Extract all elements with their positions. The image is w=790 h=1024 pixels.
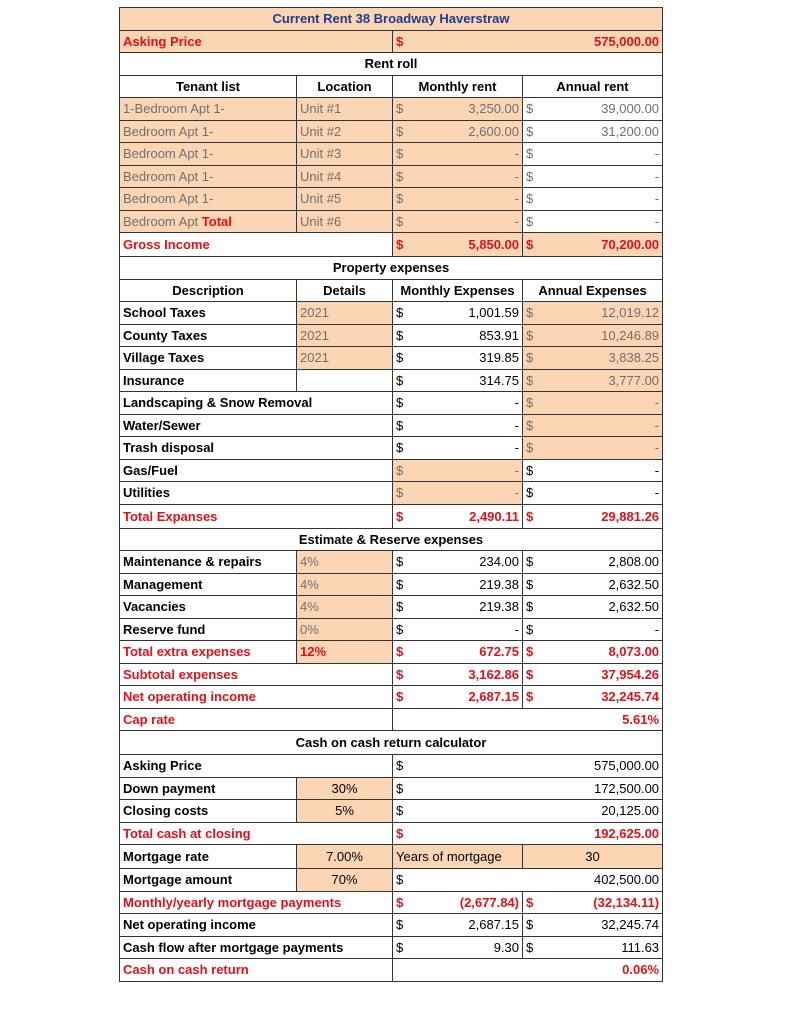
reserve-expense-rows: [120, 551, 663, 641]
reserve-annual-value: -: [654, 621, 660, 637]
cash-noi-annual: 32,245.74: [601, 917, 660, 933]
currency-sign: $: [396, 33, 404, 49]
mortgage-payments-monthly: (2,677.84): [459, 894, 519, 910]
monthly-expense-value: -: [514, 440, 519, 456]
expense-row: Gas/Fuel $ - $ -: [120, 459, 663, 482]
monthly-expense-value: 853.91: [479, 327, 519, 343]
mortgage-rate-label: Mortgage rate: [120, 845, 297, 869]
expense-row: Insurance $ 314.75 $ 3,777.00: [120, 369, 663, 392]
total-cash-closing-value: 192,625.00: [593, 825, 660, 841]
annual-rent-value: -: [654, 191, 660, 207]
cash-noi-label: Net operating income: [120, 914, 393, 937]
annual-expense-value: -: [654, 485, 660, 501]
reserve-row: Reserve fund 0% $ - $ -: [120, 618, 663, 641]
asking-price-value: 575,000.00: [593, 33, 660, 49]
total-cash-closing-label: Total cash at closing: [120, 822, 393, 845]
expense-description: Water/Sewer: [123, 417, 201, 433]
annual-expense-value: 10,246.89: [601, 327, 660, 343]
noi-annual: 32,245.74: [601, 689, 660, 705]
annual-expense-value: 3,777.00: [608, 372, 660, 388]
total-expenses-label: Total Expanses: [120, 504, 393, 528]
sheet-title: Current Rent 38 Broadway Haverstraw: [120, 8, 663, 31]
reserve-description: Vacancies: [123, 599, 186, 615]
monthly-rent-value: -: [514, 213, 519, 229]
mortgage-amount-pct[interactable]: 70%: [297, 869, 393, 892]
monthly-expense-value: 314.75: [479, 372, 519, 388]
monthly-expense-value: 1,001.59: [468, 305, 519, 321]
tenant-total-label: Total: [201, 213, 232, 229]
reserve-pct[interactable]: 0%: [300, 621, 319, 637]
reserve-annual-value: 2,808.00: [608, 554, 660, 570]
noi-monthly: 2,687.15: [468, 689, 519, 705]
monthly-rent-value: -: [514, 191, 519, 207]
down-payment-pct[interactable]: 30%: [297, 777, 393, 800]
annual-rent-value: 39,000.00: [601, 101, 660, 117]
noi-label: Net operating income: [120, 686, 393, 709]
reserve-row: Maintenance & repairs 4% $ 234.00 $ 2,808.00: [120, 551, 663, 574]
total-extra-pct: 12%: [297, 641, 393, 664]
years-of-mortgage-value[interactable]: 30: [523, 845, 663, 869]
mortgage-payments-annual: (32,134.11): [593, 894, 660, 910]
rent-roll-rows: [120, 98, 663, 233]
rent-roll-title: Rent roll: [120, 53, 663, 76]
rent-row: Bedroom Apt 1- Unit #3 $ - $ -: [120, 143, 663, 166]
expense-description: School Taxes: [123, 305, 206, 321]
expense-row: Water/Sewer $ - $ -: [120, 414, 663, 437]
cash-on-cash-value: 0.06%: [393, 959, 663, 982]
reserve-row: Management 4% $ 219.38 $ 2,632.50: [120, 573, 663, 596]
annual-expense-value: 12,019.12: [601, 305, 660, 321]
cash-calculator-title: Cash on cash return calculator: [120, 731, 663, 755]
subtotal-expenses-label: Subtotal expenses: [120, 663, 393, 686]
reserve-description: Maintenance & repairs: [123, 554, 262, 570]
expense-description: Gas/Fuel: [123, 462, 178, 478]
cap-rate-value: 5.61%: [393, 708, 663, 731]
annual-rent-value: -: [654, 213, 660, 229]
gross-income-monthly: 5,850.00: [468, 237, 519, 252]
col-header-annual-rent: Annual rent: [523, 75, 663, 98]
tenant-name: Bedroom Apt 1-: [123, 168, 214, 184]
col-header-monthly-expenses: Monthly Expenses: [393, 279, 523, 302]
unit-location: Unit #1: [300, 101, 342, 117]
tenant-name: Bedroom Apt 1-: [123, 123, 214, 139]
reserve-pct[interactable]: 4%: [300, 576, 319, 592]
annual-expense-value: -: [654, 462, 660, 478]
expense-description: Trash disposal: [123, 440, 215, 456]
monthly-rent-value: 2,600.00: [468, 123, 519, 139]
gross-income-label: Gross Income: [120, 233, 393, 257]
reserve-monthly-value: 219.38: [479, 576, 519, 592]
expense-description: Insurance: [123, 372, 185, 388]
annual-expense-value: -: [654, 417, 660, 433]
rent-row: Bedroom Apt Total Unit #6 $ - $ -: [120, 210, 663, 233]
expense-description: Utilities: [123, 485, 170, 501]
annual-expense-value: -: [654, 440, 660, 456]
col-header-tenant: Tenant list: [120, 75, 297, 98]
col-header-monthly-rent: Monthly rent: [393, 75, 523, 98]
cash-on-cash-label: Cash on cash return: [120, 959, 393, 982]
total-extra-label: Total extra expenses: [120, 641, 297, 664]
expense-details: 2021: [300, 350, 329, 366]
monthly-expense-value: 319.85: [479, 350, 519, 366]
expense-row: Utilities $ - $ -: [120, 482, 663, 505]
monthly-expense-value: -: [514, 417, 519, 433]
annual-rent-value: 31,200.00: [601, 123, 660, 139]
tenant-name: Bedroom Apt 1-: [123, 146, 214, 162]
reserve-monthly-value: -: [514, 621, 519, 637]
monthly-expense-value: -: [514, 462, 519, 478]
rent-row: 1-Bedroom Apt 1- Unit #1 $ 3,250.00 $ 39,000.00: [120, 98, 663, 121]
reserve-pct[interactable]: 4%: [300, 599, 319, 615]
reserve-expenses-title: Estimate & Reserve expenses: [120, 528, 663, 551]
tenant-name: 1-Bedroom Apt 1-: [123, 101, 225, 117]
rent-row: Bedroom Apt 1- Unit #4 $ - $ -: [120, 165, 663, 188]
unit-location: Unit #6: [300, 213, 342, 229]
col-header-location: Location: [297, 75, 393, 98]
monthly-rent-value: -: [514, 146, 519, 162]
expense-description: Landscaping & Snow Removal: [123, 395, 313, 411]
annual-expense-value: 3,838.25: [608, 350, 660, 366]
subtotal-expenses-monthly: 3,162.86: [468, 666, 519, 682]
cash-flow-monthly: 9.30: [493, 939, 519, 955]
expense-details: 2021: [300, 327, 329, 343]
asking-price-label: Asking Price: [120, 30, 393, 53]
monthly-expense-value: -: [514, 395, 519, 411]
cap-rate-label: Cap rate: [120, 708, 393, 731]
mortgage-amount-value: 402,500.00: [593, 872, 660, 888]
expense-description: Village Taxes: [123, 350, 205, 366]
gross-income-annual: 70,200.00: [601, 237, 660, 252]
reserve-monthly-value: 219.38: [479, 599, 519, 615]
tenant-name: Bedroom Apt 1-: [123, 191, 214, 207]
col-header-annual-expenses: Annual Expenses: [523, 279, 663, 302]
reserve-pct[interactable]: 4%: [300, 554, 319, 570]
expense-row: School Taxes 2021 $ 1,001.59 $ 12,019.12: [120, 302, 663, 325]
tenant-name: Bedroom Apt: [123, 213, 202, 229]
annual-expense-value: -: [654, 395, 660, 411]
expense-row: Landscaping & Snow Removal $ - $ -: [120, 392, 663, 415]
cash-flow-annual: 111.63: [621, 939, 660, 955]
rent-row: Bedroom Apt 1- Unit #2 $ 2,600.00 $ 31,200.00: [120, 120, 663, 143]
col-header-details: Details: [297, 279, 393, 302]
annual-rent-value: -: [654, 146, 660, 162]
annual-rent-value: -: [654, 168, 660, 184]
reserve-annual-value: 2,632.50: [608, 599, 660, 615]
property-expense-rows: [120, 302, 663, 505]
expense-details: 2021: [300, 305, 329, 321]
reserve-row: Vacancies 4% $ 219.38 $ 2,632.50: [120, 596, 663, 619]
expense-row: County Taxes 2021 $ 853.91 $ 10,246.89: [120, 324, 663, 347]
expense-row: Village Taxes 2021 $ 319.85 $ 3,838.25: [120, 347, 663, 370]
mortgage-amount-label: Mortgage amount: [120, 869, 297, 892]
cash-asking-value: 575,000.00: [593, 758, 660, 774]
unit-location: Unit #5: [300, 191, 342, 207]
down-payment-value: 172,500.00: [593, 780, 660, 796]
unit-location: Unit #4: [300, 168, 342, 184]
rent-row: Bedroom Apt 1- Unit #5 $ - $ -: [120, 188, 663, 211]
monthly-rent-value: 3,250.00: [468, 101, 519, 117]
cash-noi-monthly: 2,687.15: [468, 917, 519, 933]
total-expenses-monthly: 2,490.11: [469, 508, 519, 524]
unit-location: Unit #2: [300, 123, 342, 139]
monthly-expense-value: -: [514, 485, 519, 501]
years-of-mortgage-label: Years of mortgage: [393, 845, 523, 869]
unit-location: Unit #3: [300, 146, 342, 162]
spreadsheet-table: Current Rent 38 Broadway Haverstraw Asking Price $ 575,000.00 Rent roll Tenant list Location Monthly rent Annual rent 1-Bedroom Apt 1- Unit #1 $ 3,250.00 $ 39,000.00 Bedroom Apt 1- Unit #2 $ 2,600.00 $ 31,200.00 Bedroom Apt 1- Unit #3 $ - $ - Bedroom Apt 1- Unit #4 $ - $ - Bedroom Apt 1- Unit #5 $ - $ - Bedroom Apt Total Unit #6 $ - $ - Gross Income $ 5,850.00 $ 70,200.00 Property expenses Description Details Monthly Expenses Annual Expenses School Taxes 2021 $ 1,001.59 $ 12,019.12 County Taxes 2021 $ 853.91 $ 10,246.89 Village Taxes 2021 $ 319.85 $ 3,838.25 Insurance $ 314.75 $ 3,777.00 Landscaping & Snow Removal $ - $ - Water/Sewer $ - $ - Trash disposal $ - $ - Gas/Fuel $ - $ - Utilities $ - $ - Total Expanses $ 2,490.11 $ 29,881.26 Estimate & Reserve expenses Maintenance & repairs 4% $ 234.00 $ 2,808.00 Management 4% $ 219.38 $ 2,632.50 Vacancies 4% $ 219.38 $ 2,632.50 Reserve fund 0% $ - $ - Total extra expenses 12% $ 672.75 $ 8,073.00 Subtotal expenses $ 3,162.86 $ 37,954.26 Net operating income $ 2,687.15 $ 32,245.74 Cap rate 5.61% Cash on cash return calculator Asking Price $ 575,000.00 Down payment 30% $ 172,500.00 Closing costs 5% $ 20,125.00 Total cash at closing $ 192,625.00 Mortgage rate 7.00% Years of mortgage 30 Mortgage amount 70% $ 402,500.00 Monthly/yearly mortgage payments $ (2,677.84) $ (32,134.11) Net operating income $ 2,687.15 $ 32,245.74 Cash flow after mortgage payments $ 9.30 $ 111.63 Cash on cash return 0.06%: [119, 7, 663, 982]
cash-asking-label: Asking Price: [120, 755, 393, 778]
expense-description: County Taxes: [123, 327, 208, 343]
rent-spreadsheet: [119, 7, 662, 982]
mortgage-rate-pct[interactable]: 7.00%: [297, 845, 393, 869]
total-expenses-annual: 29,881.26: [601, 508, 660, 524]
closing-costs-value: 20,125.00: [601, 803, 660, 819]
total-extra-annual: 8,073.00: [608, 644, 660, 660]
closing-costs-label: Closing costs: [120, 800, 297, 823]
cash-flow-label: Cash flow after mortgage payments: [120, 936, 393, 959]
reserve-description: Reserve fund: [123, 621, 206, 637]
subtotal-expenses-annual: 37,954.26: [601, 666, 660, 682]
property-expenses-title: Property expenses: [120, 257, 663, 280]
monthly-rent-value: -: [514, 168, 519, 184]
reserve-description: Management: [123, 576, 203, 592]
mortgage-payments-label: Monthly/yearly mortgage payments: [120, 891, 393, 914]
reserve-annual-value: 2,632.50: [608, 576, 660, 592]
reserve-monthly-value: 234.00: [479, 554, 519, 570]
closing-costs-pct[interactable]: 5%: [297, 800, 393, 823]
down-payment-label: Down payment: [120, 777, 297, 800]
col-header-description: Description: [120, 279, 297, 302]
total-extra-monthly: 672.75: [479, 644, 519, 660]
expense-row: Trash disposal $ - $ -: [120, 437, 663, 460]
